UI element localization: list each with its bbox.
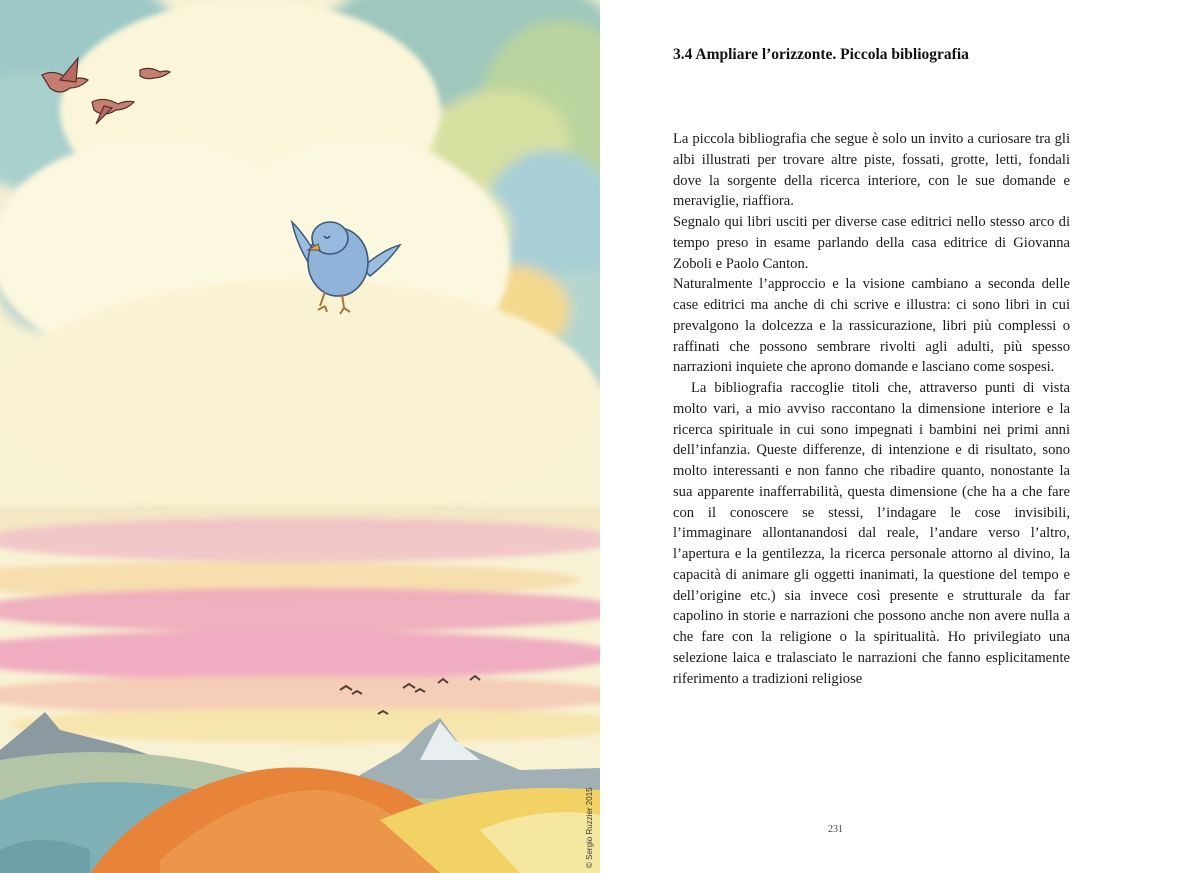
section-heading: 3.4 Ampliare l’orizzonte. Piccola bibliografia [673,46,969,63]
dusk-bands [0,505,600,743]
text-page [600,0,1200,873]
paragraph: Segnalo qui libri usciti per diverse case editrici nello stesso arco di tempo preso in esame parlando della casa editrice di Giovanna Zoboli e Paolo Canton. [673,214,1070,272]
paragraph: La piccola bibliografia che segue è solo un invito a curiosare tra gli albi illustrati per trovare altre piste, fossati, grotte, letti, fondali dove la sorgente della ricerca interiore, con le sue domande e meraviglie, riaffiora. [673,131,1070,210]
page-number: 231 [828,824,843,835]
body-text [673,129,1070,689]
paragraph: La bibliografia raccoglie titoli che, attraverso punti di vista molto vari, a mio avviso raccontano la dimensione interiore e la ricerca spirituale in cui sono impegnati i bambini nei primi anni dell’infanzia. Queste differenze, di intenzione e di risultato, sono molto interessanti e non fanno che ribadire quanto, nonostante la sua apparente inafferrabilità, questa dimensione (che ha a che fare con il conoscere se stessi, l’indagare le cose invisibili, l’immaginare allontanandosi dal reale, l’andare verso l’altro, l’apertura e la gentilezza, la ricerca personale attorno al divino, la capacità di animare gli oggetti inanimati, la questione del tempo e dell’origine etc.) sia invece così presente e strutturale da far capolino in storie e narrazioni che possono anche non avere nulla a che fare con la religione o la spiritualità. Ho privilegiato una selezione laica e tralasciato le narrazioni che fanno esplicitamente riferimento a tradizioni religiose [673,380,1070,687]
illustration-credit: © Sergio Ruzzier 2015 [585,787,594,868]
paragraph: Naturalmente l’approccio e la visione cambiano a seconda delle case editrici ma anche di chi scrive e illustra: ci sono libri in cui prevalgono la dolcezza e la rassicurazione, libri più complessi o raffinati che possono sembrare rivolti agli adulti, più spesso narrazioni inquiete che aprono domande e lasciano come sospesi. [673,276,1070,376]
